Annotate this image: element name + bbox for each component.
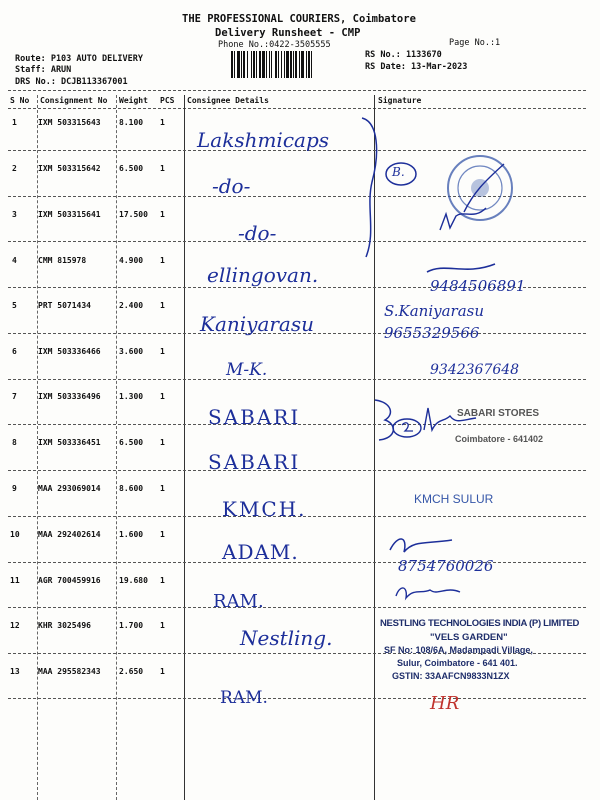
- row-weight: 1.700: [119, 621, 144, 630]
- company-stamp-gstin: GSTIN: 33AAFCN9833N1ZX: [392, 671, 510, 681]
- row-consignment: AGR 700459916: [38, 576, 101, 585]
- row-sno: 9: [12, 484, 17, 493]
- row-consignee: ellingovan.: [207, 263, 319, 287]
- table-header-rule: [8, 108, 586, 109]
- company-name: THE PROFESSIONAL COURIERS, Coimbatore: [182, 13, 416, 25]
- barcode-bar: [278, 51, 279, 78]
- company-stamp-subtitle: "VELS GARDEN": [430, 632, 508, 643]
- barcode-bar: [266, 51, 267, 78]
- row-weight: 2.650: [119, 667, 144, 676]
- row-sno: 8: [12, 438, 17, 447]
- barcode-bar: [269, 51, 270, 78]
- row-consignment: IXM 503336496: [38, 392, 101, 401]
- barcode-bar: [286, 51, 289, 78]
- row-signature: 9484506891: [430, 277, 526, 295]
- row-sno: 13: [10, 667, 20, 676]
- row-pcs: 1: [160, 210, 165, 219]
- barcode-bar: [275, 51, 277, 78]
- page-number: Page No.:1: [449, 38, 501, 48]
- row-consignment: IXM 503315642: [38, 164, 101, 173]
- row-consignment: IXM 503336451: [38, 438, 101, 447]
- row-weight: 19.680: [119, 576, 148, 585]
- barcode-bar: [290, 51, 292, 78]
- barcode-bar: [243, 51, 245, 78]
- barcode-bar: [253, 51, 255, 78]
- rs-date: RS Date: 13-Mar-2023: [365, 62, 468, 72]
- barcode-bar: [281, 51, 282, 78]
- barcode-bar: [237, 51, 240, 78]
- table-top-rule: [8, 90, 586, 91]
- row-consignee: -do-: [238, 221, 277, 245]
- column-header: PCS: [160, 96, 175, 105]
- column-header: S No: [10, 96, 30, 105]
- drs-number: DRS No.: DCJB113367001: [15, 77, 128, 87]
- row-pcs: 1: [160, 164, 165, 173]
- route-label: Route: P103 AUTO DELIVERY: [15, 54, 143, 64]
- row-consignee: M-K.: [226, 360, 268, 380]
- row-pcs: 1: [160, 576, 165, 585]
- company-stamp-name: NESTLING TECHNOLOGIES INDIA (P) LIMITED: [380, 618, 580, 629]
- row-consignee: -do-: [212, 174, 251, 198]
- barcode-image: [231, 51, 358, 78]
- signature-scribble: [425, 258, 500, 278]
- column-header: Consignment No: [40, 96, 108, 105]
- row-signature: 9342367648: [430, 362, 520, 378]
- row-weight: 1.600: [119, 530, 144, 539]
- company-stamp-address: SF No: 108/6A, Madampadi Village,: [384, 645, 533, 655]
- row-rule: [8, 698, 586, 699]
- row-consignment: IXM 503315641: [38, 210, 101, 219]
- row-sno: 12: [10, 621, 20, 630]
- row-weight: 17.500: [119, 210, 148, 219]
- row-signature: HR: [430, 693, 460, 714]
- barcode-bar: [256, 51, 257, 78]
- company-stamp-address: Sulur, Coimbatore - 641 401.: [397, 658, 518, 668]
- row-pcs: 1: [160, 438, 165, 447]
- row-sno: 1: [12, 118, 17, 127]
- row-signature: S.Kaniyarasu 9655329566: [384, 302, 485, 342]
- staff-label: Staff: ARUN: [15, 65, 72, 75]
- row-consignee: RAM.: [213, 591, 264, 612]
- row-sno: 7: [12, 392, 17, 401]
- column-divider: [116, 95, 117, 800]
- row-weight: 2.400: [119, 301, 144, 310]
- row-consignee: Nestling.: [240, 626, 333, 650]
- column-header: Consignee Details: [187, 96, 269, 105]
- barcode-bar: [251, 51, 252, 78]
- signature-scribble: [420, 400, 480, 438]
- row-consignee: SABARI: [208, 450, 301, 474]
- barcode-bar: [259, 51, 261, 78]
- signature-scribble: [392, 580, 464, 604]
- row-weight: 8.100: [119, 118, 144, 127]
- row-pcs: 1: [160, 118, 165, 127]
- row-pcs: 1: [160, 667, 165, 676]
- row-pcs: 1: [160, 392, 165, 401]
- row-rule: [8, 241, 586, 242]
- row-sno: 11: [10, 576, 20, 585]
- row-sno: 6: [12, 347, 17, 356]
- row-weight: 8.600: [119, 484, 144, 493]
- barcode-bar: [293, 51, 294, 78]
- row-signature: 8754760026: [398, 557, 494, 575]
- row-consignment: MAA 295582343: [38, 667, 101, 676]
- document-title: Delivery Runsheet - CMP: [215, 27, 361, 39]
- row-sno: 4: [12, 256, 17, 265]
- signature-scribble: [436, 200, 496, 240]
- row-weight: 6.500: [119, 164, 144, 173]
- column-header: Signature: [378, 96, 422, 105]
- row-consignee: RAM.: [220, 688, 268, 708]
- barcode-bar: [284, 51, 285, 78]
- circled-mark-text: B.: [392, 165, 405, 179]
- sabari-stamp-name: SABARI STORES: [457, 408, 540, 419]
- column-divider: [184, 95, 185, 800]
- barcode-bar: [295, 51, 297, 78]
- row-rule: [8, 379, 586, 380]
- barcode-bar: [271, 51, 272, 78]
- barcode-bar: [311, 51, 312, 78]
- barcode-bar: [306, 51, 307, 78]
- barcode-bar: [308, 51, 310, 78]
- sabari-stamp-city: Coimbatore - 641402: [455, 434, 544, 444]
- row-consignment: CMM 815978: [38, 256, 87, 265]
- row-rule: [8, 607, 586, 608]
- row-weight: 4.900: [119, 256, 144, 265]
- row-consignee: KMCH.: [222, 497, 307, 521]
- barcode-bar: [301, 51, 304, 78]
- column-divider: [37, 95, 38, 800]
- row-consignee: ADAM.: [222, 540, 299, 564]
- row-weight: 6.500: [119, 438, 144, 447]
- rs-number: RS No.: 1133670: [365, 50, 442, 60]
- barcode-bar: [231, 51, 233, 78]
- barcode-bar: [234, 51, 235, 78]
- barcode-bar: [241, 51, 242, 78]
- row-sno: 3: [12, 210, 17, 219]
- phone-number: Phone No.:0422-3505555: [218, 40, 331, 50]
- kmch-stamp: KMCH SULUR: [414, 492, 494, 506]
- row-sno: 5: [12, 301, 17, 310]
- barcode-bar: [247, 51, 248, 78]
- row-pcs: 1: [160, 301, 165, 310]
- barcode-bar: [299, 51, 300, 78]
- row-weight: 3.600: [119, 347, 144, 356]
- row-pcs: 1: [160, 530, 165, 539]
- row-consignment: KHR 3025496: [38, 621, 91, 630]
- row-consignment: IXM 503336466: [38, 347, 101, 356]
- row-consignment: IXM 503315643: [38, 118, 101, 127]
- row-consignment: MAA 292402614: [38, 530, 101, 539]
- barcode-bar: [262, 51, 265, 78]
- row-consignee: Kaniyarasu: [200, 312, 314, 336]
- circled-mark: [371, 396, 427, 444]
- row-consignee: SABARI: [208, 405, 301, 429]
- row-sno: 2: [12, 164, 17, 173]
- row-pcs: 1: [160, 256, 165, 265]
- row-pcs: 1: [160, 484, 165, 493]
- signature-scribble: [386, 530, 456, 558]
- row-consignee: Lakshmicaps: [197, 128, 330, 152]
- row-pcs: 1: [160, 621, 165, 630]
- row-pcs: 1: [160, 347, 165, 356]
- row-consignment: PRT 5071434: [38, 301, 91, 310]
- row-consignment: MAA 293069014: [38, 484, 101, 493]
- row-weight: 1.300: [119, 392, 144, 401]
- column-header: Weight: [119, 96, 148, 105]
- row-sno: 10: [10, 530, 20, 539]
